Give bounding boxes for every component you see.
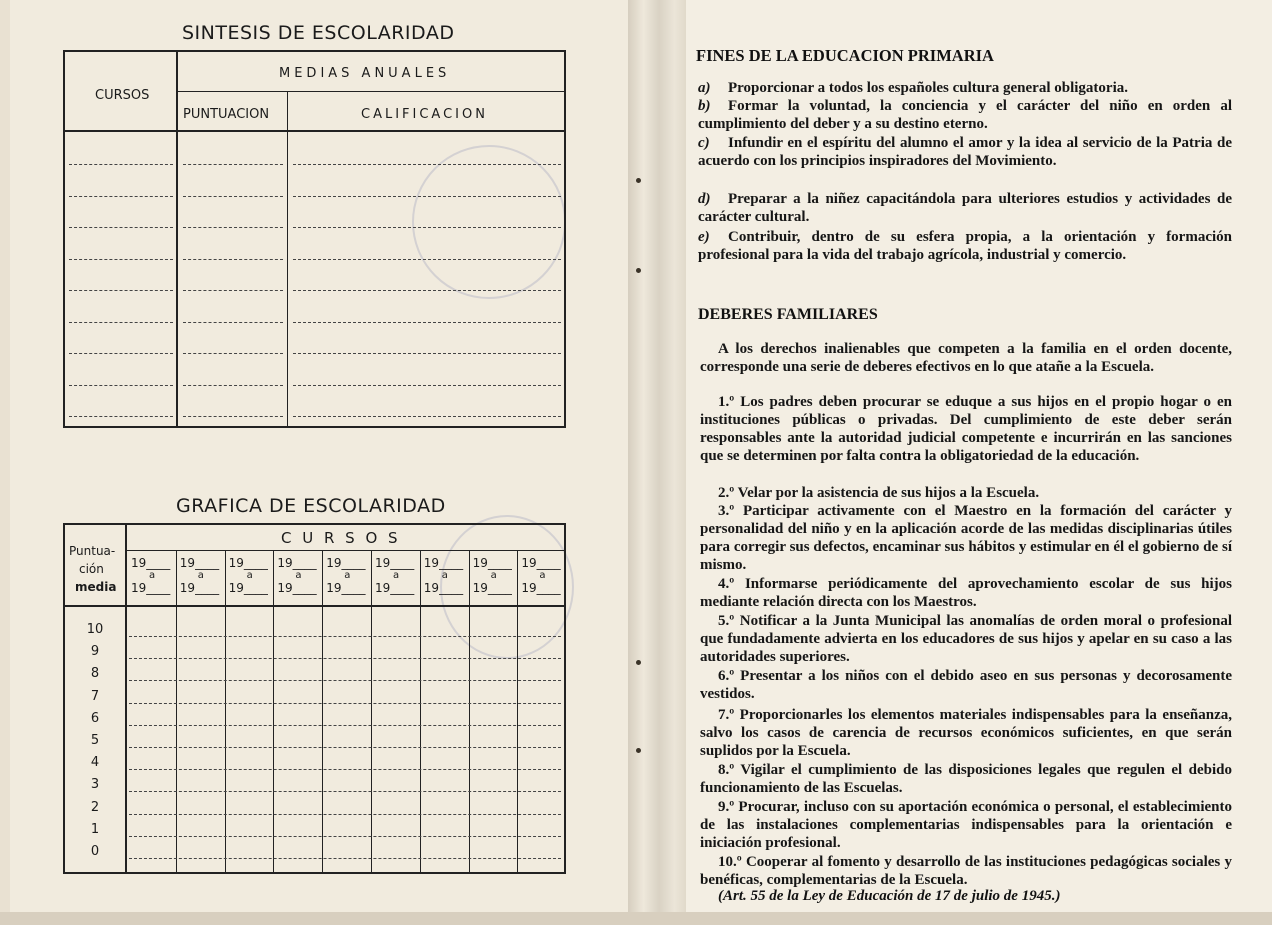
item-text: Formar la voluntad, la conciencia y el carácter del niño en orden al cumplimiento del deber y a su destino eterno. — [698, 98, 1232, 132]
table-divider — [176, 91, 566, 92]
deberes-item: 6.º Presentar a los niños con el debido aseo en sus personas y decorosamente vestidos. — [700, 668, 1232, 702]
year-to-label: 19____ — [326, 581, 366, 595]
row-label: ción — [79, 562, 104, 576]
sintesis-row-line — [183, 353, 283, 354]
score-label: 3 — [90, 777, 100, 793]
score-row-line — [129, 858, 561, 859]
sintesis-row-line — [69, 385, 173, 386]
item-letter: b) — [698, 98, 711, 114]
year-separator: a — [539, 570, 546, 581]
score-label: 7 — [90, 688, 100, 704]
sintesis-row-line — [69, 290, 173, 291]
score-row-line — [129, 680, 561, 681]
binding-hole — [636, 178, 641, 183]
fines-item — [698, 79, 1232, 97]
table-divider — [517, 551, 518, 872]
fines-item — [698, 228, 1232, 264]
score-label: 10 — [86, 622, 104, 637]
year-from-label: 19____ — [179, 556, 220, 570]
table-divider — [287, 92, 288, 426]
score-label: 4 — [90, 755, 100, 771]
year-separator: a — [441, 570, 448, 581]
item-letter: d) — [698, 191, 711, 207]
year-from-label: 19____ — [131, 556, 171, 570]
table-divider — [469, 551, 470, 872]
table-divider — [420, 551, 421, 872]
year-separator: a — [149, 570, 156, 581]
year-separator: a — [295, 570, 302, 581]
year-separator: a — [344, 570, 351, 581]
deberes-item: 4.º Informarse periódicamente del aprovechamiento escolar de sus hijos mediante relación directa con los Maestros. — [700, 576, 1232, 610]
sintesis-row-line — [293, 164, 561, 165]
table-divider — [65, 130, 566, 132]
sintesis-row-line — [293, 385, 561, 386]
row-label: Puntua- — [69, 544, 116, 558]
score-label: 0 — [90, 844, 100, 859]
sintesis-row-line — [69, 164, 173, 165]
sintesis-row-line — [293, 322, 561, 323]
deberes-title: DEBERES FAMILIARES — [698, 306, 878, 323]
table-divider — [176, 551, 177, 872]
item-text: Proporcionar a todos los españoles cultura general obligatoria. — [728, 80, 1128, 96]
year-to-label: 19____ — [228, 581, 268, 595]
score-label: 2 — [90, 799, 100, 815]
sintesis-row-line — [69, 196, 173, 197]
sintesis-table — [63, 50, 566, 428]
item-text: Contribuir, dentro de su esfera propia, a la orientación y formación profesional para la vida del trabajo agrícola, industrial y comercio. — [698, 229, 1232, 263]
year-to-label: 19____ — [521, 581, 561, 595]
item-letter: c) — [698, 135, 710, 151]
year-from-label: 19____ — [423, 556, 464, 570]
year-to-label: 19____ — [375, 581, 415, 595]
year-separator: a — [246, 570, 253, 581]
year-from-label: 19____ — [521, 556, 561, 570]
year-separator: a — [197, 570, 204, 581]
item-letter: e) — [698, 229, 710, 245]
law-reference: (Art. 55 de la Ley de Educación de 17 de julio de 1945.) — [718, 888, 1061, 904]
score-label: 5 — [90, 733, 100, 748]
score-row-line — [129, 836, 561, 837]
deberes-item: 3.º Participar activamente con el Maestro en la formación del carácter y personalidad del niño y en la aplicación acorde de las medidas disciplinarias útiles para corregir sus defectos, encaminar sus hábitos y estimular en él el gobierno de sí mismo. — [700, 503, 1232, 573]
year-from-label: 19____ — [375, 556, 415, 570]
score-row-line — [129, 769, 561, 770]
table-divider — [125, 525, 127, 872]
col-puntuacion-header: PUNTUACION — [183, 107, 270, 122]
year-to-label: 19____ — [131, 581, 171, 595]
item-text: Preparar a la niñez capacitándola para ulteriores estudios y actividades de carácter cultural. — [698, 191, 1232, 225]
score-row-line — [129, 814, 561, 815]
table-divider — [225, 551, 226, 872]
table-divider — [322, 551, 323, 872]
table-divider — [371, 551, 372, 872]
item-letter: a) — [698, 80, 711, 96]
grafica-title: GRAFICA DE ESCOLARIDAD — [176, 495, 446, 517]
deberes-item: 2.º Velar por la asistencia de sus hijos a la Escuela. — [718, 485, 1040, 501]
sintesis-row-line — [183, 227, 283, 228]
sintesis-row-line — [183, 290, 283, 291]
table-divider — [125, 550, 566, 551]
year-from-label: 19____ — [277, 556, 317, 570]
sintesis-row-line — [69, 353, 173, 354]
year-to-label: 19____ — [472, 581, 512, 595]
score-row-line — [129, 791, 561, 792]
item-text: Infundir en el espíritu del alumno el amor y la idea al servicio de la Patria de acuerdo con los principios inspiradores del Movimiento. — [698, 135, 1232, 169]
year-from-label: 19____ — [472, 556, 512, 570]
cursos-header: C U R S O S — [281, 529, 401, 547]
score-label: 1 — [90, 821, 100, 837]
score-row-line — [129, 658, 561, 659]
book-spine — [628, 0, 690, 912]
score-label: 6 — [90, 710, 100, 726]
sintesis-row-line — [293, 290, 561, 291]
sintesis-row-line — [69, 416, 173, 417]
sintesis-row-line — [293, 416, 561, 417]
fines-item — [698, 134, 1232, 170]
deberes-item: 10.º Cooperar al fomento y desarrollo de las instituciones pedagógicas sociales y benéficas, complementarias de la Escuela. — [700, 854, 1232, 888]
deberes-item: 1.º Los padres deben procurar se eduque a sus hijos en el propio hogar o en instituciones públicas o privadas. Del cumplimiento de este deber serán responsables ante la autoridad judicial competente e incurrirán en las sanciones que se determinen por falta contra la obligatoriedad de la educación. — [700, 394, 1232, 464]
sintesis-row-line — [183, 196, 283, 197]
sintesis-row-line — [183, 385, 283, 386]
deberes-item: 9.º Procurar, incluso con su aportación económica o personal, el establecimiento de las instalaciones complementarias indispensables para la orientación e iniciación profesional. — [700, 799, 1232, 851]
fines-item — [698, 190, 1232, 226]
score-row-line — [129, 636, 561, 637]
binding-hole — [636, 748, 641, 753]
deberes-item: 7.º Proporcionarles los elementos materiales indispensables para la enseñanza, salvo los casos de carencia de recursos económicos suficientes, en que serán suplidos por la Escuela. — [700, 707, 1232, 759]
sintesis-row-line — [69, 322, 173, 323]
sintesis-row-line — [293, 196, 561, 197]
sintesis-row-line — [293, 227, 561, 228]
fines-item — [698, 97, 1232, 133]
sintesis-row-line — [69, 259, 173, 260]
year-separator: a — [393, 570, 400, 581]
col-calificacion-header: CALIFICACION — [361, 107, 488, 122]
sintesis-row-line — [293, 259, 561, 260]
page-bottom-edge — [0, 912, 1272, 925]
deberes-intro: A los derechos inalienables que competen a la familia en el orden docente, corresponde una serie de deberes efectivos en lo que atañe a la Escuela. — [700, 341, 1232, 375]
table-divider — [273, 551, 274, 872]
sintesis-row-line — [183, 259, 283, 260]
table-divider — [65, 605, 566, 607]
year-from-label: 19____ — [228, 556, 268, 570]
grafica-table — [63, 523, 566, 874]
sintesis-row-line — [183, 416, 283, 417]
table-divider — [176, 52, 178, 426]
score-row-line — [129, 725, 561, 726]
sintesis-row-line — [183, 322, 283, 323]
sintesis-row-line — [293, 353, 561, 354]
binding-hole — [636, 660, 641, 665]
year-to-label: 19____ — [179, 581, 220, 595]
row-label: media — [75, 580, 117, 594]
year-to-label: 19____ — [277, 581, 317, 595]
medias-anuales-header: MEDIAS ANUALES — [279, 66, 451, 81]
score-label: 9 — [90, 644, 100, 660]
sintesis-row-line — [183, 164, 283, 165]
deberes-item: 5.º Notificar a la Junta Municipal las anomalías de orden moral o profesional que fundadamente advierta en los educadores de sus hijos y apelar en su caso a las autoridades superiores. — [700, 613, 1232, 665]
deberes-item: 8.º Vigilar el cumplimiento de las disposiciones legales que regulen el debido funcionamiento de las Escuelas. — [700, 762, 1232, 796]
binding-hole — [636, 268, 641, 273]
sintesis-title: SINTESIS DE ESCOLARIDAD — [182, 22, 455, 44]
score-row-line — [129, 703, 561, 704]
year-from-label: 19____ — [326, 556, 366, 570]
score-label: 8 — [90, 666, 100, 682]
year-to-label: 19____ — [423, 581, 464, 595]
fines-title: FINES DE LA EDUCACION PRIMARIA — [696, 46, 994, 65]
col-cursos-header: CURSOS — [95, 88, 150, 103]
year-separator: a — [490, 570, 497, 581]
score-row-line — [129, 747, 561, 748]
sintesis-row-line — [69, 227, 173, 228]
